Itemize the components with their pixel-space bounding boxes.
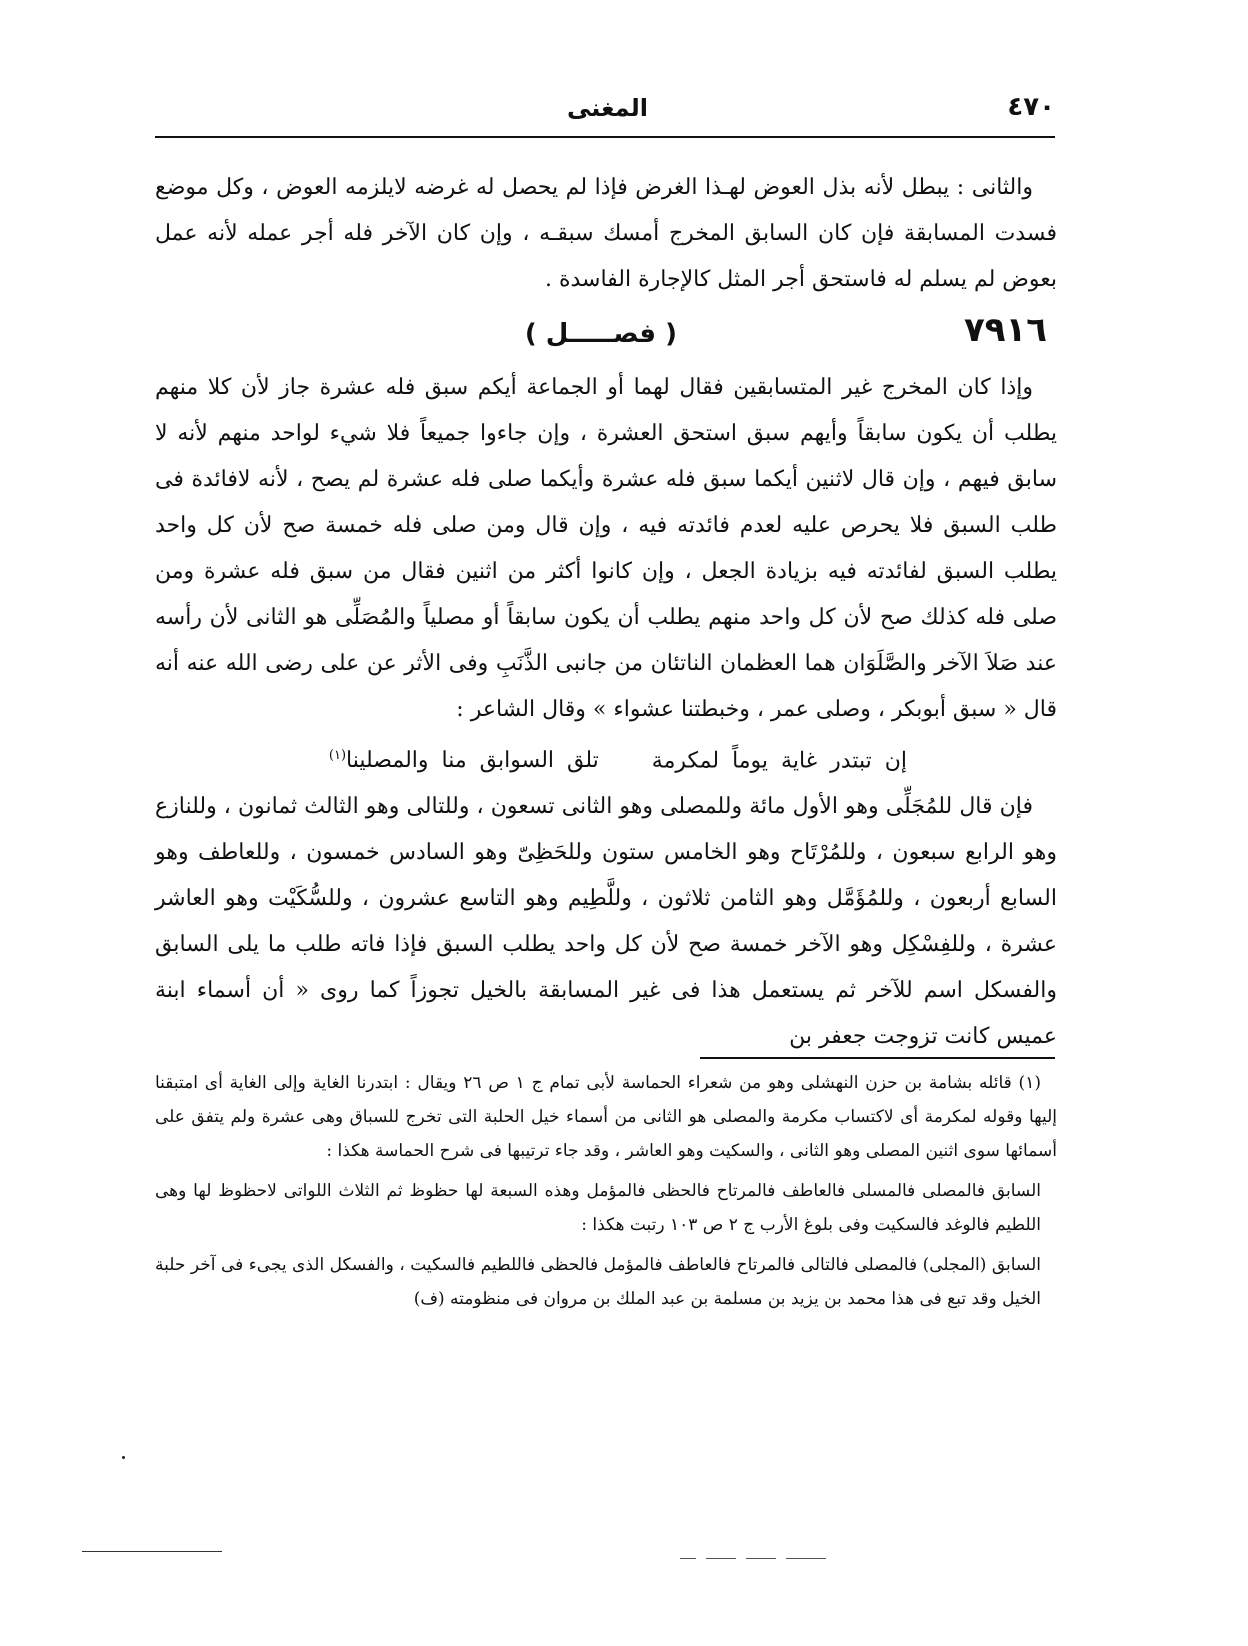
- footnote-1-list-a: السابق فالمصلى فالمسلى فالعاطف فالمرتاح فالحظى فالمؤمل وهذه السبعة لها حظوظ ثم الثلاث اللواتى لاحظوظ لها وهى اللطيم فالوغد فالسكيت وفى بلوغ الأرب ج ٢ ص ١٠٣ رتبت هكذا :: [155, 1181, 1041, 1235]
- bottom-dash: [746, 1558, 776, 1559]
- running-title: المغنى: [567, 94, 648, 122]
- footnote-separator: [700, 1057, 1055, 1059]
- header-rule: [155, 136, 1055, 138]
- bottom-dash: [680, 1558, 696, 1559]
- bottom-dash: [706, 1558, 736, 1559]
- footnotes: [155, 1066, 1057, 1322]
- paragraph-section: وإذا كان المخرج غير المتسابقين فقال لهما أو الجماعة أيكم سبق فله عشرة جاز لأن كلا منهم يطلب أن يكون سابقاً وأيهم سبق استحق العشرة ، وإن جاءوا جميعاً فلا شيء لواحد منهم لأنه لا سابق فيهم ، وإن قال لاثنين أيكما سبق فله عشرة وأيكما صلى فله عشرة لم يصح ، لأنه لافائدة فى طلب السبق فلا يحرص عليه لعدم فائدته فيه ، وإن قال ومن صلى فله خمسة صح لأن كل واحد يطلب السبق لفائدته فيه بزيادة الجعل ، وإن كانوا أكثر من اثنين فقال من سبق فله عشرة ومن صلى فله كذلك صح لأن كل واحد منهم يطلب أن يكون سابقاً أو مصلياً والمُصَلِّى هو الثانى لأن رأسه عند صَلاَ الآخر والصَّلَوَان هما العظمان الناتئان من جانبى الذَّنَبِ وفى الأثر عن على رضى الله عنه أنه قال « سبق أبوبكر ، وصلى عمر ، وخبطتنا عشواء » وقال الشاعر :: [155, 375, 1057, 722]
- bottom-rule-left: [82, 1551, 222, 1552]
- section-heading: [155, 305, 1057, 365]
- footnote-1: (١) قائله بشامة بن حزن النهشلى وهو من شعراء الحماسة لأبى تمام ج ١ ص ٢٦ ويقال : ابتدرنا الغاية وإلى الغاية أى امتبقنا إليها وقوله لمكرمة أى لاكتساب مكرمة والمصلى هو الثانى من أسماء خيل الحلبة التى تخرج للسباق وهى عشرة ولم يتفق على أسمائها سوى اثنين المصلى وهو الثانى ، والسكيت وهو العاشر ، وقد جاء ترتيبها فى شرح الحماسة هكذا :: [155, 1073, 1057, 1161]
- section-title: ( فصـــــل ): [524, 319, 677, 349]
- verse-second-hemistich: تلق السوابق منا والمصلينا: [346, 748, 599, 774]
- footnote-reference[interactable]: (١): [328, 748, 347, 763]
- main-text: [155, 165, 1057, 1060]
- footnote-1-list-b: السابق (المجلى) فالمصلى فالتالى فالمرتاح فالعاطف فالمؤمل فالحظى فاللطيم فالسكيت ، والفسكل الذى يجىء فى آخر حلبة الخيل وقد تبع فى هذا محمد بن يزيد بن مسلمة بن عبد الملك بن مروان فى منظومته (ف): [155, 1255, 1041, 1309]
- bottom-dash: [786, 1558, 826, 1559]
- section-number: ٧٩١٦: [963, 310, 1047, 350]
- paragraph-horse-names: فإن قال للمُجَلِّى وهو الأول مائة وللمصلى وهو الثانى تسعون ، وللتالى وهو الثالث ثمانون ، وللنازع وهو الرابع سبعون ، وللمُرْتَاح وهو الخامس ستون وللحَظِىّ وهو السادس خمسون ، وللعاطف وهو السابع أربعون ، وللمُؤَمَّل وهو الثامن ثلاثون ، وللَّطِيم وهو التاسع عشرون ، وللسُّكَيْت وهو العاشر عشرة ، وللفِسْكِل وهو الآخر خمسة صح لأن كل واحد يطلب السبق فإذا فاته طلب ما يلى السابق والفسكل اسم للآخر ثم يستعمل هذا فى غير المسابقة بالخيل تجوزاً كما روى « أن أسماء ابنة عميس كانت تزوجت جعفر بن: [155, 794, 1057, 1050]
- paragraph-opening: والثانى : يبطل لأنه بذل العوض لهـذا الغرض فإذا لم يحصل له غرضه لايلزمه العوض ، وكل موضع فسدت المسابقة فإن كان السابق المخرج أمسك سبقـه ، وإن كان الآخر فله أجر عمله لأنه عمل بعوض لم يسلم له فاستحق أجر المثل كالإجارة الفاسدة .: [155, 175, 1057, 292]
- verse-first-hemistich: إن تبتدر غاية يوماً لمكرمة: [651, 748, 907, 774]
- poem-verse: [155, 733, 1057, 784]
- page-header: [160, 92, 1055, 142]
- page-number: ٤٧٠: [1007, 92, 1055, 122]
- scan-speck: [122, 1456, 125, 1459]
